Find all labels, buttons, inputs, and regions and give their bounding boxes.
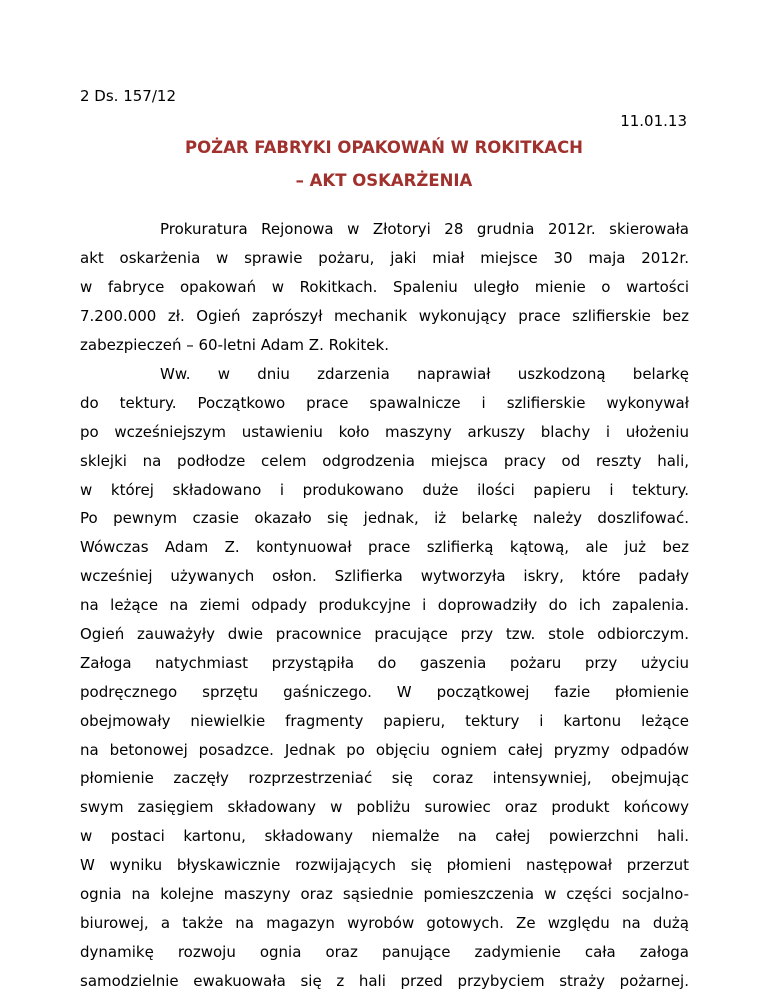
document-title: POŻAR FABRYKI OPAKOWAŃ W ROKITKACH — [184, 138, 583, 157]
text-line: po wcześniejszym ustawieniu koło maszyny arkuszy blachy i ułożeniu — [80, 422, 689, 441]
text-line: dynamikę rozwoju ognia oraz panujące zadymienie cała załoga — [80, 942, 689, 961]
document-subtitle: – AKT OSKARŻENIA — [295, 171, 473, 190]
paragraph-1 — [80, 219, 689, 363]
case-number: 2 Ds. 157/12 — [80, 87, 176, 105]
text-line: na leżące na ziemi odpady produkcyjne i doprowadziły do ich zapalenia. — [80, 596, 689, 615]
text-line: akt oskarżenia w sprawie pożaru, jaki miał miejsce 30 maja 2012r. — [80, 248, 689, 267]
text-line: w której składowano i produkowano duże ilości papieru i tektury. — [80, 480, 689, 499]
document-date: 11.01.13 — [620, 112, 687, 130]
text-line: na betonowej posadzce. Jednak po objęciu ogniem całej pryzmy odpadów — [80, 740, 689, 759]
text-line: zabezpieczeń – 60-letni Adam Z. Rokitek. — [80, 335, 389, 354]
text-line: Wówczas Adam Z. kontynuował prace szlifierką kątową, ale już bez — [80, 538, 689, 557]
text-line: Po pewnym czasie okazało się jednak, iż belarkę należy doszlifować. — [80, 509, 689, 528]
text-line: samodzielnie ewakuowała się z hali przed przybyciem straży pożarnej. — [80, 971, 689, 990]
text-line: w postaci kartonu, składowany niemalże na całej powierzchni hali. — [80, 827, 689, 846]
text-line: ognia na kolejne maszyny oraz sąsiednie pomieszczenia w części socjalno- — [80, 885, 689, 904]
text-line: Prokuratura Rejonowa w Złotoryi 28 grudnia 2012r. skierowała — [160, 220, 689, 238]
text-line: biurowej, a także na magazyn wyrobów gotowych. Ze względu na dużą — [80, 913, 689, 932]
text-line: Ww. w dniu zdarzenia naprawiał uszkodzoną belarkę — [160, 365, 689, 383]
text-line: sklejki na podłodze celem odgrodzenia miejsca pracy od reszty hali, — [80, 451, 689, 470]
paragraph-2 — [80, 364, 689, 1000]
text-line: w fabryce opakowań w Rokitkach. Spaleniu uległo mienie o wartości — [80, 277, 689, 296]
text-line: podręcznego sprzętu gaśniczego. W początkowej fazie płomienie — [80, 682, 689, 701]
text-line: płomienie zaczęły rozprzestrzeniać się coraz intensywniej, obejmując — [80, 769, 689, 788]
text-line: do tektury. Początkowo prace spawalnicze i szlifierskie wykonywał — [80, 393, 689, 412]
text-line: swym zasięgiem składowany w pobliżu surowiec oraz produkt końcowy — [80, 798, 689, 817]
text-line: 7.200.000 zł. Ogień zaprószył mechanik wykonujący prace szlifierskie bez — [80, 306, 689, 325]
text-line: W wyniku błyskawicznie rozwijających się płomieni następował przerzut — [80, 856, 689, 875]
text-line: obejmowały niewielkie fragmenty papieru, tektury i kartonu leżące — [80, 711, 689, 730]
text-line: Ogień zauważyły dwie pracownice pracujące przy tzw. stole odbiorczym. — [80, 625, 689, 644]
text-line: wcześniej używanych osłon. Szlifierka wytworzyła iskry, które padały — [80, 567, 689, 586]
text-line: Załoga natychmiast przystąpiła do gaszenia pożaru przy użyciu — [80, 653, 689, 672]
